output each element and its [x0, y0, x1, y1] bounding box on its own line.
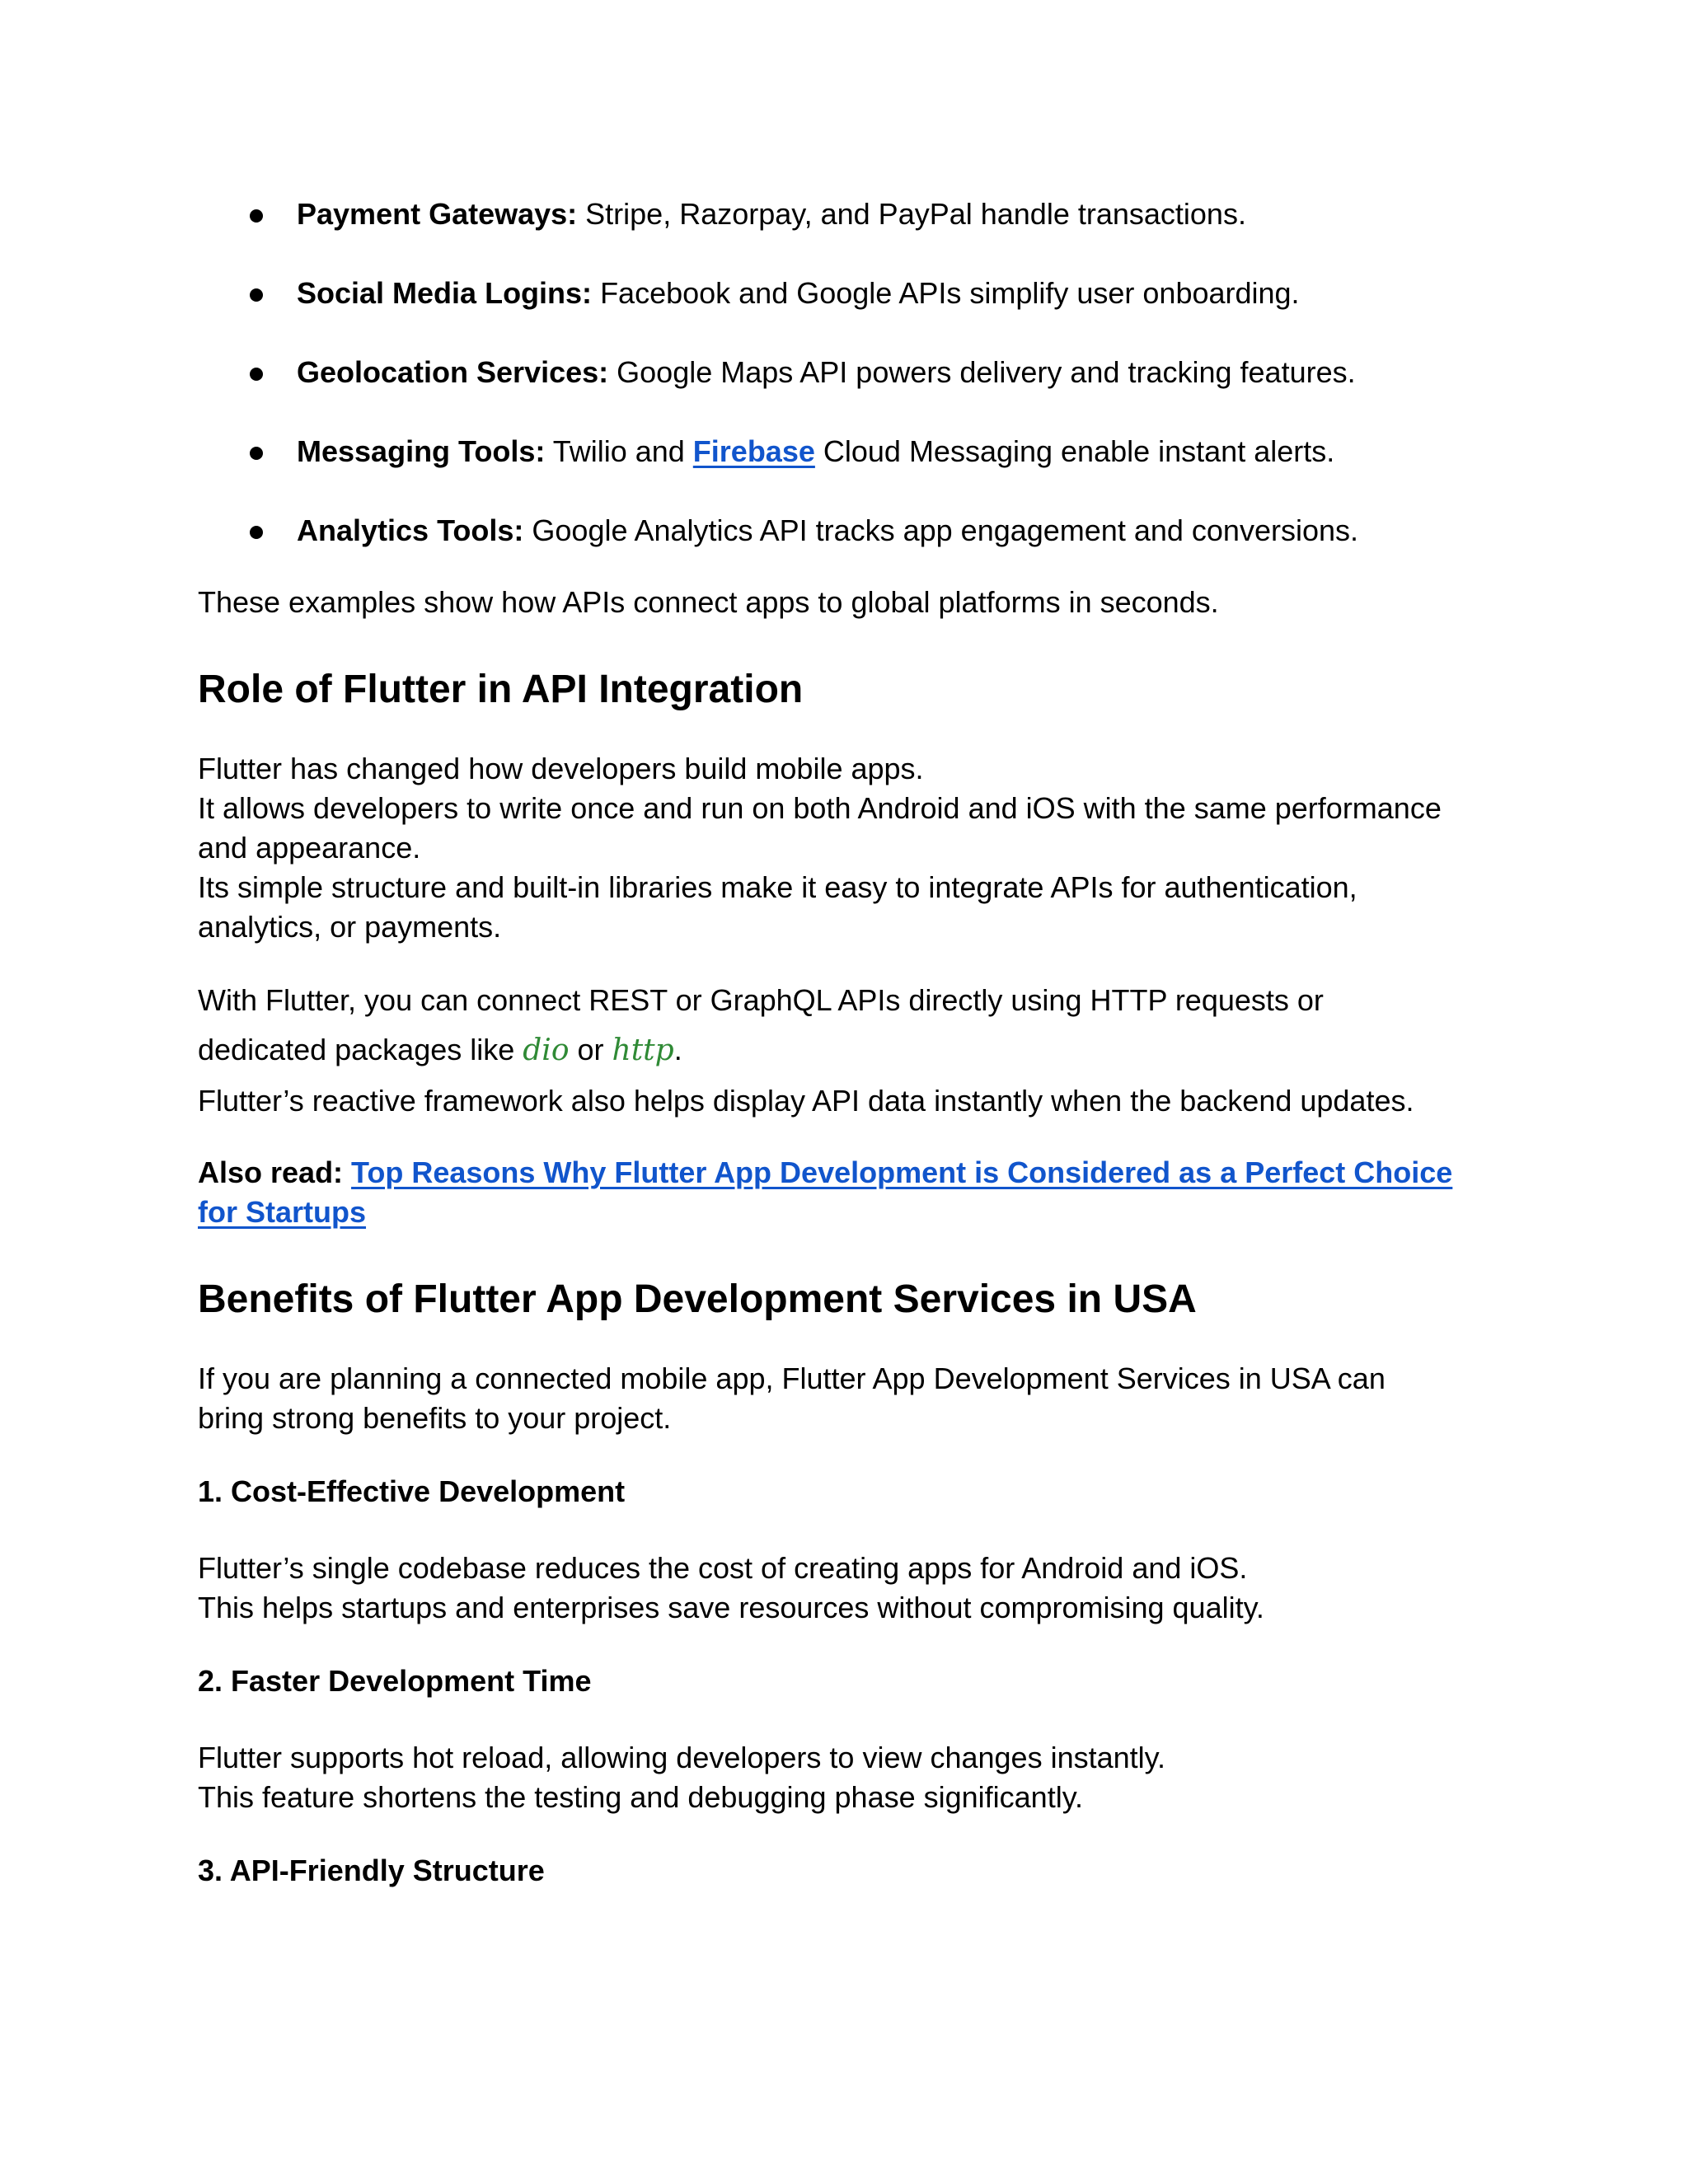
http-package: http [612, 1033, 674, 1067]
bullet-dot [250, 209, 263, 223]
paragraph-line: This feature shortens the testing and debugging phase significantly. [198, 1780, 1084, 1814]
bullet-description: Stripe, Razorpay, and PayPal handle transactions. [577, 197, 1246, 231]
paragraph-line: Its simple structure and built-in libraries make it easy to integrate APIs for authentication, [198, 870, 1357, 904]
section-heading-flutter-role: Role of Flutter in API Integration [198, 668, 804, 711]
firebase-link[interactable]: Firebase [692, 434, 815, 468]
section-heading-benefits: Benefits of Flutter App Development Services in USA [198, 1277, 1197, 1321]
also-read-continued [198, 1192, 366, 1232]
bullet-text [297, 506, 1358, 555]
paragraph-line: It allows developers to write once and run on both Android and iOS with the same performance [198, 791, 1442, 825]
paragraph-line: This helps startups and enterprises save resources without compromising quality. [198, 1591, 1264, 1624]
bullet-description-after: Cloud Messaging enable instant alerts. [814, 434, 1335, 468]
bullet-description: Facebook and Google APIs simplify user onboarding. [592, 276, 1300, 310]
paragraph-line: and appearance. [198, 831, 421, 865]
paragraph-line: Flutter supports hot reload, allowing developers to view changes instantly. [198, 1741, 1165, 1774]
examples-summary: These examples show how APIs connect apps to global platforms in seconds. [198, 585, 1219, 619]
bullet-dot [250, 526, 263, 539]
packages-or: or [569, 1033, 612, 1066]
list-item [0, 506, 1688, 555]
bullet-label: Analytics Tools: [297, 513, 524, 547]
bullet-dot [250, 288, 263, 302]
paragraph-line: Flutter has changed how developers build mobile apps. [198, 752, 924, 785]
packages-line [198, 1027, 682, 1074]
benefit-title-api-friendly: 3. API-Friendly Structure [198, 1854, 545, 1887]
paragraph-line: If you are planning a connected mobile app, Flutter App Development Services in USA can [198, 1361, 1386, 1395]
rest-graphql-line: With Flutter, you can connect REST or GraphQL APIs directly using HTTP requests or [198, 983, 1324, 1017]
paragraph-line: Flutter’s single codebase reduces the cost of creating apps for Android and iOS. [198, 1551, 1248, 1585]
paragraph-line: analytics, or payments. [198, 910, 502, 944]
also-read-link[interactable]: Top Reasons Why Flutter App Development is Considered as a Perfect Choice [351, 1155, 1453, 1189]
dio-package: dio [523, 1033, 570, 1067]
bullet-label: Messaging Tools: [297, 434, 546, 468]
packages-prefix: dedicated packages like [198, 1033, 523, 1066]
bullet-text [297, 427, 1334, 476]
also-read [198, 1152, 1452, 1193]
bullet-description: Google Maps API powers delivery and tracking features. [608, 355, 1356, 389]
bullet-label: Payment Gateways: [297, 197, 578, 231]
packages-suffix: . [673, 1033, 682, 1066]
reactive-line: Flutter’s reactive framework also helps display API data instantly when the backend updates. [198, 1084, 1414, 1118]
bullet-text [297, 269, 1300, 318]
bullet-label: Geolocation Services: [297, 355, 609, 389]
bullet-description-before: Twilio and [545, 434, 693, 468]
bullet-dot [250, 368, 263, 381]
benefit-title-speed: 2. Faster Development Time [198, 1664, 592, 1698]
bullet-label: Social Media Logins: [297, 276, 593, 310]
bullet-text [297, 348, 1356, 397]
also-read-label: Also read: [198, 1155, 352, 1189]
also-read-link-continued[interactable]: for Startups [198, 1195, 367, 1229]
list-item [0, 269, 1688, 318]
paragraph-line: bring strong benefits to your project. [198, 1401, 672, 1435]
benefit-title-cost: 1. Cost-Effective Development [198, 1474, 626, 1508]
list-item [0, 190, 1688, 239]
bullet-dot [250, 447, 263, 460]
bullet-description: Google Analytics API tracks app engagement and conversions. [523, 513, 1358, 547]
list-item [0, 348, 1688, 397]
bullet-text [297, 190, 1246, 239]
list-item [0, 427, 1688, 476]
